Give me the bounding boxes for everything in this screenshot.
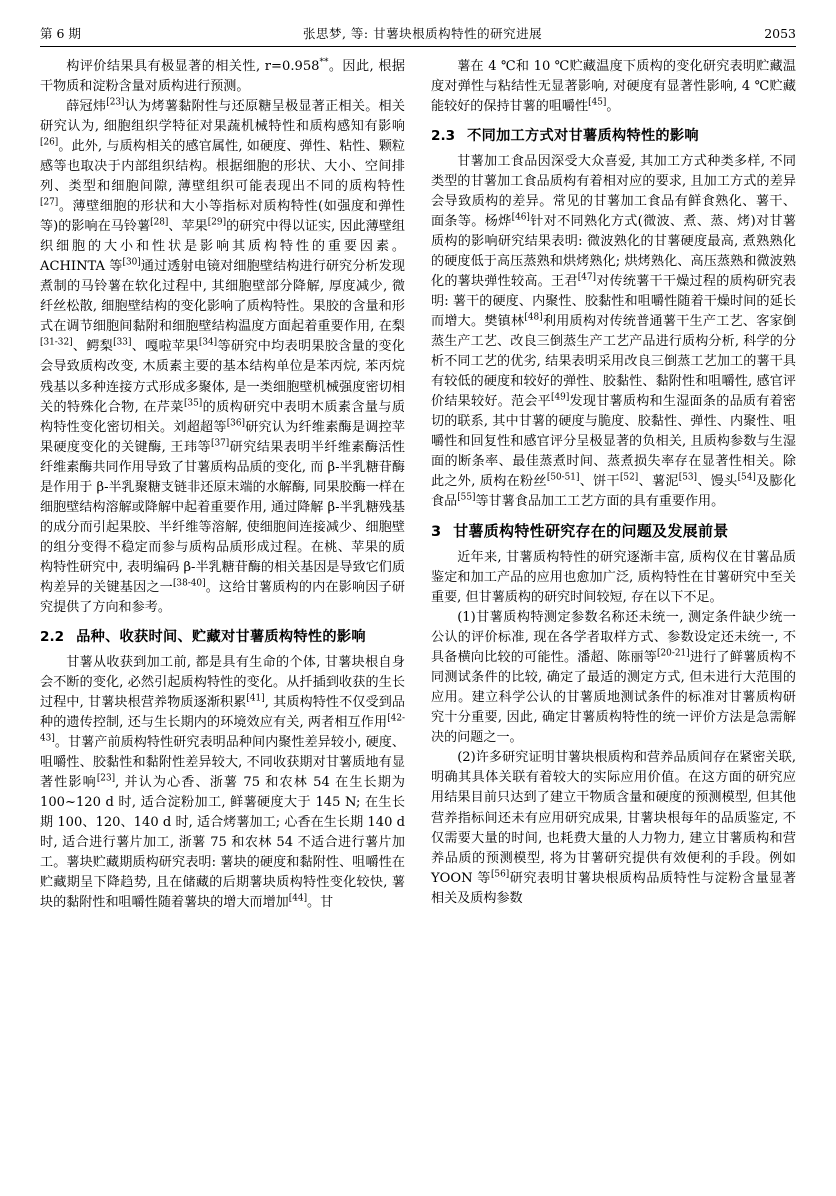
page-number: 2053 <box>764 26 796 41</box>
right-column <box>431 57 796 1165</box>
section-heading-2-3 <box>431 126 796 147</box>
section-heading-2-2 <box>40 627 405 648</box>
paragraph: (2)许多研究证明甘薯块根质构和营养品质间存在紧密关联, 明确其具体关联有着较大的实际应用价值。在这方面的研究应用结果目前只达到了建立干物质含量和硬度的预测模型, 但其他营养指标间还未有应用研究成果, 甘薯块根每年的品质鉴定, 不仅需要大量的时间, 也耗费大量的人力物力, 建立甘薯质构和营养品质的预测模型, 将为甘薯研究提供有效便利的手段。例如 YOON 等[56]研究表明甘薯块根质构品质特性与淀粉含量显著相关及质构参数 <box>431 750 796 906</box>
running-head-issue: 第 6 期 <box>40 26 81 41</box>
paragraph: 构评价结果具有极显著的相关性, r=0.958**。因此, 根据干物质和淀粉含量对质构进行预测。 <box>40 57 405 95</box>
header-rule <box>40 46 796 47</box>
section-number: 2.2 <box>40 628 65 645</box>
section-title: 甘薯质构特性研究存在的问题及发展前景 <box>453 522 729 541</box>
body-columns <box>40 57 796 1165</box>
section-title: 不同加工方式对甘薯质构特性的影响 <box>467 128 699 145</box>
paragraph: (1)甘薯质构特测定参数名称还未统一, 测定条件缺少统一公认的评价标准, 现在各学者取样方式、参数设定还未统一, 不具备横向比较的可能性。潘超、陈丽等[20-21]进行了鲜薯质构不同测试条件的比较, 确定了最适的测定方式, 但未进行大范围的应用。建立科学公认的甘薯质地测试条件的标准对甘薯质构研究十分重要, 因此, 确定甘薯质构特性的统一评价方法是急需解决的问题之一。 <box>431 610 796 746</box>
section-heading-3 <box>431 521 796 543</box>
section-number: 2.3 <box>431 128 456 145</box>
section-title: 品种、收获时间、贮藏对甘薯质构特性的影响 <box>76 628 366 645</box>
paragraph: 薛冠炜[23]认为烤薯黏附性与还原糖呈极显著正相关。相关研究认为, 细胞组织学特征对果蔬机械特性和质构感知有影响[26]。此外, 与质构相关的感官属性, 如硬度、弹性、粘性、颗粒感等也取决于内部组织结构。根据细胞的形状、大小、空间排列、类型和细胞间隙, 薄壁组织可能表现出不同的质构特性[27]。薄壁细胞的形状和大小等指标对质构特性(如强度和弹性等)的影响在马铃薯[28]、苹果[29]的研究中得以证实, 因此薄壁组织细胞的大小和性状是影响其质构特性的重要因素。ACHINTA 等[30]通过透射电镜对细胞壁结构进行研究分析发现煮制的马铃薯在软化过程中, 其细胞壁部分降解, 厚度减少, 微纤丝松散, 细胞壁结构的变化影响了质构特性。果胶的含量和形式在调节细胞间黏附和细胞壁结构温度方面起着重要作用, 在梨[31-32]、鳄梨[33]、嘎啦苹果[34]等研究中均表明果胶含量的变化会导致质构改变, 木质素主要的基本结构单位是苯丙烷, 苯丙烷残基以多种连接方式形成多聚体, 是一类细胞壁机械强度密切相关的特殊化合物, 在芹菜[35]的质构研究中表明木质素含量与质构特性变化密切相关。刘超超等[36]研究认为纤维素酶是调控苹果硬度变化的关键酶, 王玮等[37]研究结果表明半纤维素酶活性纤维素酶共同作用导致了甘薯质构品质的变化, 而 β-半乳糖苷酶是作用于 β-半乳聚糖支链非还原末端的水解酶, 同果胶酶一样在细胞壁结构溶解或降解中起着重要作用, 通过降解 β-半乳糖残基的成分而引起果胶、半纤维等溶解, 使细胞间连接减少、细胞壁的组分变得不稳定而参与质构品质形成过程。在桃、苹果的质构特性研究中, 表明编码 β-半乳糖苷酶的相关基因是导致它们质构差异的关键基因之一[38-40]。这给甘薯质构的内在影响因子研究提供了方向和参考。 <box>40 97 406 615</box>
paragraph: 薯在 4 ℃和 10 ℃贮藏温度下质构的变化研究表明贮藏温度对弹性与粘结性无显著影响, 对硬度有显著性影响, 4 ℃贮藏能较好的保持甘薯的咀嚼性[45]。 <box>431 59 796 115</box>
paragraph: 甘薯加工食品因深受大众喜爱, 其加工方式种类多样, 不同类型的甘薯加工食品质构有着相对应的要求, 且加工方式的差异会导致质构的差异。常见的甘薯加工食品有鲜食熟化、薯干、面条等。杨烨[46]针对不同熟化方式(微波、煮、蒸、烤)对甘薯质构的影响研究结果表明: 微波熟化的甘薯硬度最高, 煮熟熟化的硬度低于高压蒸熟和烘烤熟化; 烘烤熟化、高压蒸熟和微波熟化的薯块弹性较高。王君[47]对传统薯干干燥过程的质构研究表明: 薯干的硬度、内聚性、胶黏性和咀嚼性随着干燥时间的延长而增大。樊镇林[48]利用质构对传统普通薯干生产工艺、客家倒蒸生产工艺、改良三倒蒸生产工艺产品进行质构分析, 科学的分析不同工艺的优劣, 结果表明采用改良三倒蒸工艺加工的薯干具有较低的硬度和较好的弹性、胶黏性、黏附性和咀嚼性, 感官评价结果较好。范会平[49]发现甘薯质构和生湿面条的品质有着密切的联系, 其中甘薯的硬度与脆度、胶黏性、弹性、内聚性、咀嚼性和回复性和感官评分呈极显著的负相关, 且质构参数与生湿面的断条率、最佳蒸煮时间、蒸煮损失率存在显著性相关。除此之外, 质构在粉丝[50-51]、饼干[52]、薯泥[53]、馒头[54]及膨化食品[55]等甘薯食品加工工艺方面的具有重要作用。 <box>431 153 797 510</box>
paragraph: 近年来, 甘薯质构特性的研究逐渐丰富, 质构仪在甘薯品质鉴定和加工产品的应用也愈加广泛, 质构特性在甘薯研究中至关重要, 但甘薯质构的研究时间较短, 存在以下不足。 <box>431 550 796 606</box>
running-head <box>40 26 796 46</box>
paragraph: 甘薯从收获到加工前, 都是具有生命的个体, 甘薯块根自身会不断的变化, 必然引起质构特性的变化。从扦插到收获的生长过程中, 甘薯块根营养物质逐渐积累[41], 其质构特性不仅受到品种的遗传控制, 还与生长期内的环境效应有关, 两者相互作用[42-43]。甘薯产前质构特性研究表明品种间内聚性差异较小, 硬度、咀嚼性、胶黏性和黏附性差异较大, 不同收获期对甘薯质地有显著性影响[23], 并认为心香、浙薯 75 和农林 54 在生长期为 100~120 d 时, 适合淀粉加工, 鲜薯硬度大于 145 N; 在生长期 100、120、140 d 时, 适合烤薯加工; 心香在生长期 140 d 时, 适合进行薯片加工, 浙薯 75 和农林 54 不适合进行薯片加工。薯块贮藏期质构研究表明: 薯块的硬度和黏附性、咀嚼性在贮藏期呈下降趋势, 且在储藏的后期薯块质构特性变化较快, 薯块的黏附性和咀嚼性随着薯块的增大而增加[44]。甘 <box>40 654 406 910</box>
section-number: 3 <box>431 523 442 541</box>
left-column <box>40 57 405 1165</box>
running-head-title: 张思梦, 等: 甘薯块根质构特性的研究进展 <box>302 26 543 41</box>
